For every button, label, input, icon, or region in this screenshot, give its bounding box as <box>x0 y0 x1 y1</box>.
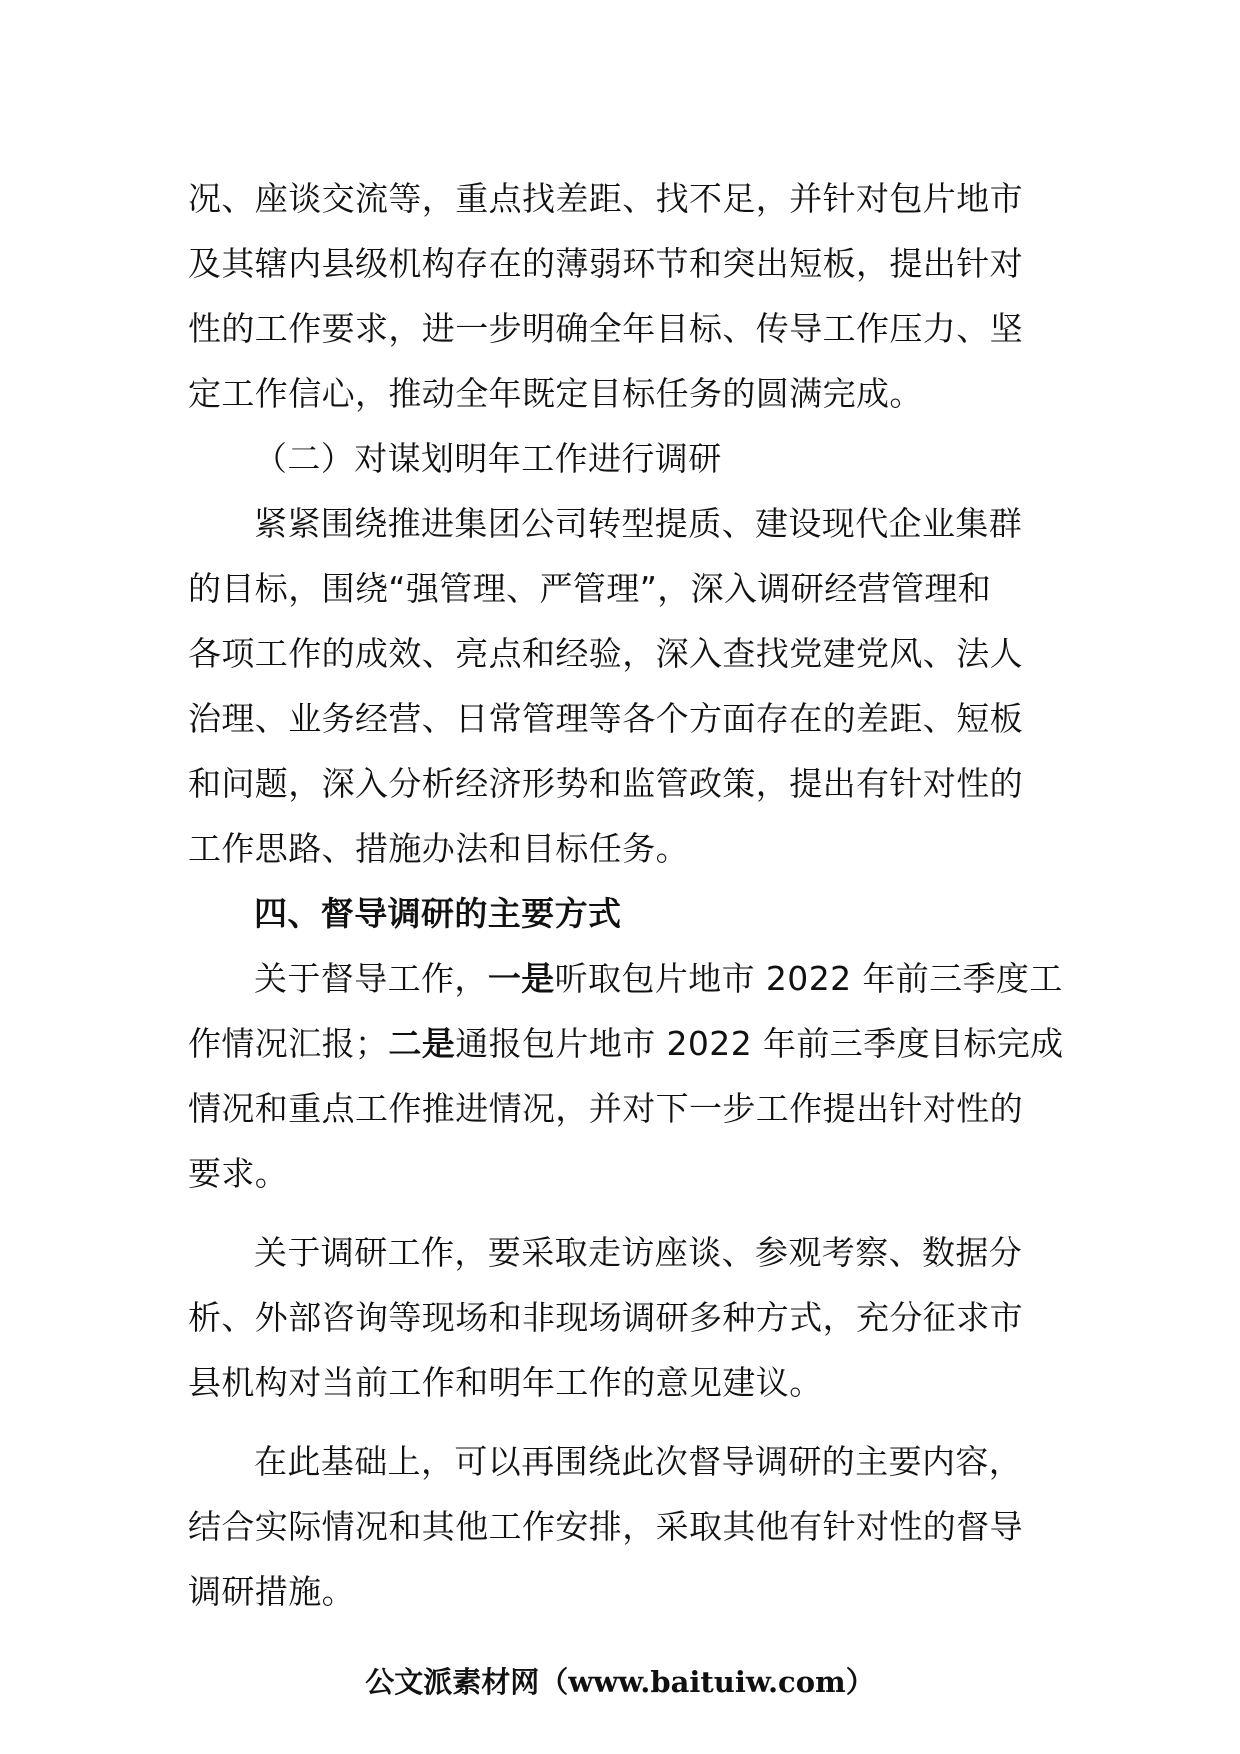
text-line: 及其辖内县级机构存在的薄弱环节和突出短板，提出针对 <box>188 244 1023 283</box>
paragraph-5 <box>188 1429 1058 1624</box>
paragraph-4 <box>188 1220 1058 1415</box>
paragraph-spacer <box>188 1415 1058 1429</box>
text-run: 通报包片地市 2022 年前三季度目标完成 <box>455 1024 1064 1063</box>
text-line <box>188 1011 1064 1076</box>
paragraph-1 <box>188 166 1058 426</box>
text-line: 工作思路、措施办法和目标任务。 <box>188 829 689 868</box>
text-line: 结合实际情况和其他工作安排，采取其他有针对性的督导 <box>188 1507 1023 1546</box>
text-run: 听取包片地市 2022 年前三季度工 <box>554 959 1063 998</box>
emphasis-second: 二是 <box>388 1024 456 1063</box>
text-line: 定工作信心，推动全年既定目标任务的圆满完成。 <box>188 374 923 413</box>
text-line <box>188 946 1063 1011</box>
text-line: 调研措施。 <box>188 1572 355 1611</box>
text-line: 治理、业务经营、日常管理等各个方面存在的差距、短板 <box>188 699 1023 738</box>
section-heading-4: 四、督导调研的主要方式 <box>254 894 622 933</box>
emphasis-first: 一是 <box>487 959 555 998</box>
text-line: 情况和重点工作推进情况，并对下一步工作提出针对性的 <box>188 1089 1023 1128</box>
paragraph-2 <box>188 491 1058 881</box>
text-line: 要求。 <box>188 1154 289 1193</box>
text-line: 析、外部咨询等现场和非现场调研多种方式，充分征求市 <box>188 1298 1023 1337</box>
paragraph-3 <box>188 946 1064 1206</box>
paragraph-spacer <box>188 1206 1058 1220</box>
document-body <box>188 166 1064 1624</box>
text-line: 性的工作要求，进一步明确全年目标、传导工作压力、坚 <box>188 309 1023 348</box>
subheading-2: （二）对谋划明年工作进行调研 <box>254 439 722 478</box>
text-run: 作情况汇报； <box>188 1024 389 1063</box>
footer-source-text: 公文派素材网（www.baituiw.com） <box>365 1665 875 1699</box>
text-run: 关于督导工作， <box>254 959 488 998</box>
text-line: 的目标，围绕“强管理、严管理”，深入调研经营管理和 <box>188 569 992 608</box>
text-line: 在此基础上，可以再围绕此次督导调研的主要内容， <box>254 1442 1023 1481</box>
text-line: 关于调研工作，要采取走访座谈、参观考察、数据分 <box>254 1233 1023 1272</box>
text-line: 各项工作的成效、亮点和经验，深入查找党建党风、法人 <box>188 634 1023 673</box>
text-line: 县机构对当前工作和明年工作的意见建议。 <box>188 1363 823 1402</box>
text-line: 况、座谈交流等，重点找差距、找不足，并针对包片地市 <box>188 179 1023 218</box>
text-line: 紧紧围绕推进集团公司转型提质、建设现代企业集群 <box>254 504 1023 543</box>
text-line: 和问题，深入分析经济形势和监管政策，提出有针对性的 <box>188 764 1023 803</box>
